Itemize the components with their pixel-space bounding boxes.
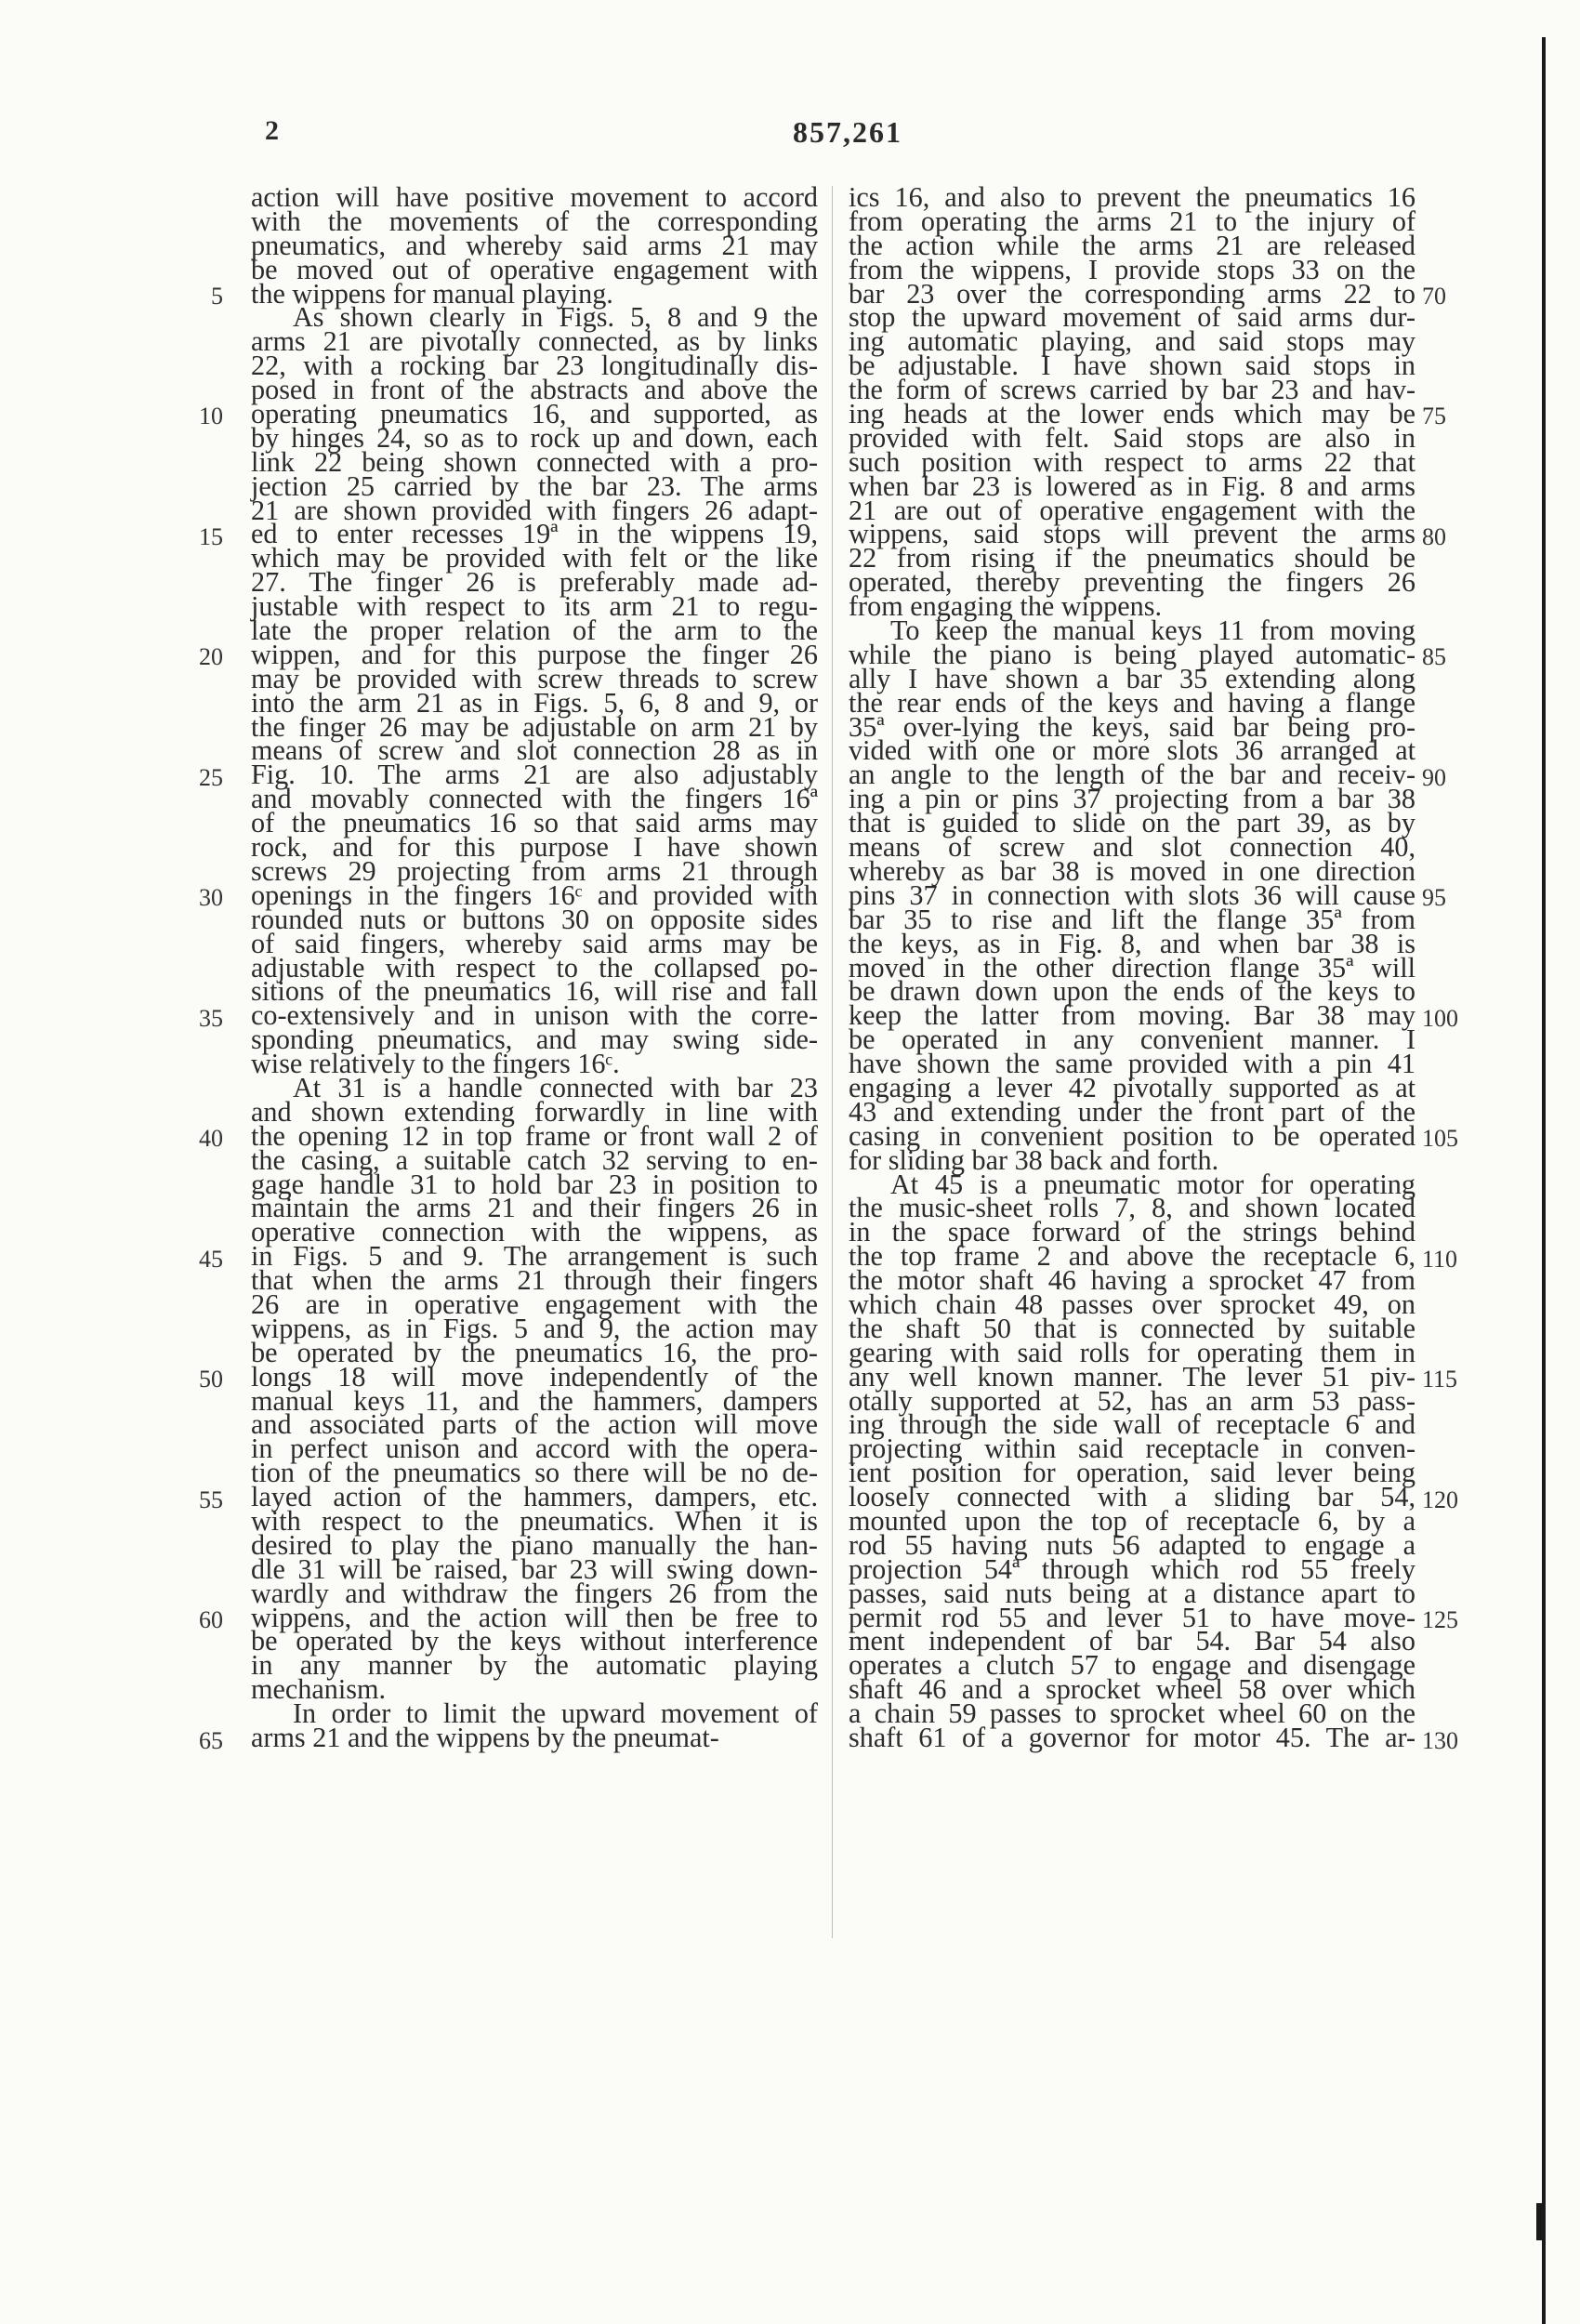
text-line: engaging a lever 42 pivotally supported as at bbox=[849, 1071, 1415, 1103]
right-column bbox=[849, 181, 1415, 1753]
line-number: 70 bbox=[1422, 282, 1446, 310]
text-line: the motor shaft 46 having a sprocket 47 from bbox=[849, 1264, 1415, 1297]
text-line: that is guided to slide on the part 39, as by bbox=[849, 807, 1415, 839]
text-line: operated, thereby preventing the fingers 26 bbox=[849, 566, 1415, 599]
text-line: may be provided with screw threads to screw bbox=[251, 662, 818, 694]
text-line: that when the arms 21 through their fingers bbox=[251, 1264, 818, 1297]
text-line: late the proper relation of the arm to the bbox=[251, 614, 818, 647]
text-line: In order to limit the upward movement of bbox=[293, 1697, 818, 1730]
text-line: screws 29 projecting from arms 21 through bbox=[251, 854, 818, 887]
text-line: ment independent of bar 54. Bar 54 also bbox=[849, 1625, 1415, 1657]
text-line: with the movements of the corresponding bbox=[251, 205, 818, 237]
text-line: sponding pneumatics, and may swing side- bbox=[251, 1023, 818, 1056]
text-line: the opening 12 in top frame or front wall 2 of bbox=[251, 1119, 818, 1152]
text-line: projection 54ª through which rod 55 freely bbox=[849, 1552, 1415, 1585]
text-line: 21 are out of operative engagement with the bbox=[849, 494, 1415, 526]
line-number: 130 bbox=[1422, 1726, 1458, 1754]
left-column bbox=[251, 181, 818, 1753]
text-line: 22, with a rocking bar 23 longitudinally dis- bbox=[251, 350, 818, 382]
text-line: in the space forward of the strings behind bbox=[849, 1216, 1415, 1248]
text-line: 21 are shown provided with fingers 26 adapt- bbox=[251, 494, 818, 526]
text-line: rounded nuts or buttons 30 on opposite sides bbox=[251, 903, 818, 935]
line-number: 115 bbox=[1422, 1366, 1458, 1393]
text-line: the top frame 2 and above the receptacle 6, bbox=[849, 1240, 1415, 1273]
line-number: 40 bbox=[199, 1125, 223, 1153]
text-line: bar 23 over the corresponding arms 22 to bbox=[849, 277, 1415, 310]
text-line: the rear ends of the keys and having a flange bbox=[849, 686, 1415, 719]
text-line: wippens, said stops will prevent the arms bbox=[849, 518, 1415, 550]
text-line: rod 55 having nuts 56 adapted to engage a bbox=[849, 1528, 1415, 1561]
text-line: be operated in any convenient manner. I bbox=[849, 1023, 1415, 1056]
text-line: loosely connected with a sliding bar 54, bbox=[849, 1481, 1415, 1513]
text-line: while the piano is being played automatic- bbox=[849, 638, 1415, 670]
text-line: in any manner by the automatic playing bbox=[251, 1649, 818, 1682]
text-line: of the pneumatics 16 so that said arms may bbox=[251, 807, 818, 839]
text-line: ient position for operation, said lever being bbox=[849, 1457, 1415, 1489]
text-line: link 22 being shown connected with a pro- bbox=[251, 445, 818, 478]
text-line: and movably connected with the fingers 16ª bbox=[251, 783, 818, 815]
text-line: permit rod 55 and lever 51 to have move- bbox=[849, 1601, 1415, 1633]
text-line: ing automatic playing, and said stops may bbox=[849, 325, 1415, 358]
text-line: wise relatively to the fingers 16ᶜ. bbox=[251, 1048, 620, 1080]
text-line: from the wippens, I provide stops 33 on the bbox=[849, 253, 1415, 285]
text-line: be operated by the pneumatics 16, the pro- bbox=[251, 1336, 818, 1368]
page-number: 2 bbox=[265, 115, 280, 146]
text-line: any well known manner. The lever 51 piv- bbox=[849, 1360, 1415, 1393]
text-line: the form of screws carried by bar 23 and hav- bbox=[849, 374, 1415, 406]
text-line: with respect to the pneumatics. When it is bbox=[251, 1504, 818, 1537]
line-number: 65 bbox=[199, 1726, 223, 1754]
line-number: 90 bbox=[1422, 763, 1446, 791]
text-line: such position with respect to arms 22 that bbox=[849, 445, 1415, 478]
text-line: passes, said nuts being at a distance apart to bbox=[849, 1577, 1415, 1609]
text-line: casing in convenient position to be operated bbox=[849, 1119, 1415, 1152]
text-line: 22 from rising if the pneumatics should be bbox=[849, 542, 1415, 574]
text-line: the keys, as in Fig. 8, and when bar 38 is bbox=[849, 927, 1415, 959]
text-line: into the arm 21 as in Figs. 5, 6, 8 and 9, or bbox=[251, 686, 818, 719]
line-number: 85 bbox=[1422, 643, 1446, 671]
text-line: mounted upon the top of receptacle 6, by a bbox=[849, 1504, 1415, 1537]
line-number: 20 bbox=[199, 643, 223, 671]
text-line: moved in the other direction flange 35ª will bbox=[849, 951, 1415, 984]
text-line: openings in the fingers 16ᶜ and provided with bbox=[251, 878, 818, 911]
text-line: for sliding bar 38 back and forth. bbox=[849, 1143, 1219, 1176]
text-line: 26 are in operative engagement with the bbox=[251, 1287, 818, 1320]
text-line: an angle to the length of the bar and receiv- bbox=[849, 759, 1415, 791]
line-number: 50 bbox=[199, 1366, 223, 1393]
text-line: in Figs. 5 and 9. The arrangement is such bbox=[251, 1240, 818, 1273]
line-number: 30 bbox=[199, 884, 223, 912]
text-line: justable with respect to its arm 21 to regu- bbox=[251, 590, 818, 623]
text-line: pneumatics, and whereby said arms 21 may bbox=[251, 229, 818, 261]
line-number: 95 bbox=[1422, 884, 1446, 912]
line-number: 80 bbox=[1422, 522, 1446, 550]
text-line: provided with felt. Said stops are also in bbox=[849, 421, 1415, 454]
text-line: bar 35 to rise and lift the flange 35ª from bbox=[849, 903, 1415, 935]
text-line: operates a clutch 57 to engage and disengage bbox=[849, 1649, 1415, 1682]
text-line: arms 21 are pivotally connected, as by links bbox=[251, 325, 818, 358]
text-line: means of screw and slot connection 40, bbox=[849, 831, 1415, 864]
text-line: the shaft 50 that is connected by suitable bbox=[849, 1312, 1415, 1344]
line-number: 105 bbox=[1422, 1125, 1458, 1153]
text-line: pins 37 in connection with slots 36 will cause bbox=[849, 878, 1415, 911]
text-line: means of screw and slot connection 28 as in bbox=[251, 734, 818, 767]
text-line: have shown the same provided with a pin 41 bbox=[849, 1048, 1415, 1080]
text-line: projecting within said receptacle in conven- bbox=[849, 1433, 1415, 1465]
line-number: 35 bbox=[199, 1004, 223, 1032]
text-line: To keep the manual keys 11 from moving bbox=[890, 614, 1415, 647]
text-line: ed to enter recesses 19ª in the wippens 19, bbox=[251, 518, 818, 550]
text-line: a chain 59 passes to sprocket wheel 60 on the bbox=[849, 1697, 1415, 1730]
line-number: 10 bbox=[199, 403, 223, 430]
line-number: 125 bbox=[1422, 1606, 1458, 1634]
text-line: the casing, a suitable catch 32 serving to en- bbox=[251, 1143, 818, 1176]
text-line: from engaging the wippens. bbox=[849, 590, 1163, 623]
text-line: which chain 48 passes over sprocket 49, on bbox=[849, 1287, 1415, 1320]
text-line: the wippens for manual playing. bbox=[251, 277, 613, 310]
text-line: of said fingers, whereby said arms may be bbox=[251, 927, 818, 959]
text-line: and shown extending forwardly in line with bbox=[251, 1095, 818, 1128]
text-line: the action while the arms 21 are released bbox=[849, 229, 1415, 261]
text-line: At 45 is a pneumatic motor for operating bbox=[890, 1168, 1415, 1200]
text-line: sitions of the pneumatics 16, will rise and fall bbox=[251, 975, 818, 1008]
text-line: and associated parts of the action will move bbox=[251, 1408, 818, 1441]
text-line: which may be provided with felt or the like bbox=[251, 542, 818, 574]
text-line: ally I have shown a bar 35 extending along bbox=[849, 662, 1415, 694]
text-line: in perfect unison and accord with the opera- bbox=[251, 1433, 818, 1465]
text-line: the finger 26 may be adjustable on arm 21 by bbox=[251, 710, 818, 743]
text-line: otally supported at 52, has an arm 53 pass- bbox=[849, 1384, 1415, 1417]
text-line: operating pneumatics 16, and supported, as bbox=[251, 398, 818, 430]
text-line: dle 31 will be raised, bar 23 will swing down- bbox=[251, 1552, 818, 1585]
text-line: adjustable with respect to the collapsed po- bbox=[251, 951, 818, 984]
page-edge-mark bbox=[1536, 2203, 1546, 2240]
text-line: As shown clearly in Figs. 5, 8 and 9 the bbox=[293, 301, 818, 334]
line-number: 55 bbox=[199, 1486, 223, 1513]
line-number: 15 bbox=[199, 522, 223, 550]
text-line: maintain the arms 21 and their fingers 26 in bbox=[251, 1192, 818, 1224]
column-divider bbox=[832, 186, 833, 1938]
text-line: manual keys 11, and the hammers, dampers bbox=[251, 1384, 818, 1417]
text-line: stop the upward movement of said arms dur- bbox=[849, 301, 1415, 334]
text-line: rock, and for this purpose I have shown bbox=[251, 831, 818, 864]
line-number: 45 bbox=[199, 1245, 223, 1273]
text-line: when bar 23 is lowered as in Fig. 8 and arms bbox=[849, 469, 1415, 502]
text-line: keep the latter from moving. Bar 38 may bbox=[849, 999, 1415, 1032]
text-line: tion of the pneumatics so there will be no de- bbox=[251, 1457, 818, 1489]
text-line: longs 18 will move independently of the bbox=[251, 1360, 818, 1393]
line-number: 75 bbox=[1422, 403, 1446, 430]
line-number: 60 bbox=[199, 1606, 223, 1634]
text-line: layed action of the hammers, dampers, etc. bbox=[251, 1481, 818, 1513]
text-line: arms 21 and the wippens by the pneumat- bbox=[251, 1722, 719, 1753]
text-line: operative connection with the wippens, as bbox=[251, 1216, 818, 1248]
line-number: 25 bbox=[199, 763, 223, 791]
text-line: 35ª over-lying the keys, said bar being pro- bbox=[849, 710, 1415, 743]
text-line: action will have positive movement to accord bbox=[251, 181, 818, 213]
text-line: shaft 61 of a governor for motor 45. The ar- bbox=[849, 1722, 1415, 1753]
text-line: ing through the side wall of receptacle 6 and bbox=[849, 1408, 1415, 1441]
text-line: vided with one or more slots 36 arranged at bbox=[849, 734, 1415, 767]
text-line: by hinges 24, so as to rock up and down, each bbox=[251, 421, 818, 454]
line-number: 120 bbox=[1422, 1486, 1458, 1513]
line-number: 110 bbox=[1422, 1245, 1458, 1273]
line-number: 100 bbox=[1422, 1004, 1458, 1032]
text-line: from operating the arms 21 to the injury of bbox=[849, 205, 1415, 237]
text-line: the music-sheet rolls 7, 8, and shown located bbox=[849, 1192, 1415, 1224]
text-line: wippens, and the action will then be free to bbox=[251, 1601, 818, 1633]
page-edge-rule bbox=[1542, 37, 1546, 2324]
text-line: posed in front of the abstracts and above the bbox=[251, 374, 818, 406]
patent-number: 857,261 bbox=[793, 115, 902, 149]
text-line: wippen, and for this purpose the finger 26 bbox=[251, 638, 818, 670]
text-line: ing heads at the lower ends which may be bbox=[849, 398, 1415, 430]
text-line: gage handle 31 to hold bar 23 in position to bbox=[251, 1168, 818, 1200]
text-line: co-extensively and in unison with the corre- bbox=[251, 999, 818, 1032]
line-number: 5 bbox=[211, 282, 223, 310]
text-line: At 31 is a handle connected with bar 23 bbox=[293, 1071, 818, 1103]
text-line: be adjustable. I have shown said stops in bbox=[849, 350, 1415, 382]
text-line: whereby as bar 38 is moved in one direction bbox=[849, 854, 1415, 887]
text-line: jection 25 carried by the bar 23. The arms bbox=[251, 469, 818, 502]
text-line: be operated by the keys without interference bbox=[251, 1625, 818, 1657]
text-line: 27. The finger 26 is preferably made ad- bbox=[251, 566, 818, 599]
text-line: shaft 46 and a sprocket wheel 58 over which bbox=[849, 1673, 1415, 1706]
text-line: gearing with said rolls for operating them in bbox=[849, 1336, 1415, 1368]
text-line: desired to play the piano manually the han- bbox=[251, 1528, 818, 1561]
text-line: 43 and extending under the front part of the bbox=[849, 1095, 1415, 1128]
text-line: ing a pin or pins 37 projecting from a bar 38 bbox=[849, 783, 1415, 815]
text-line: wardly and withdraw the fingers 26 from the bbox=[251, 1577, 818, 1609]
text-line: mechanism. bbox=[251, 1673, 387, 1706]
text-line: ics 16, and also to prevent the pneumatics 16 bbox=[849, 181, 1415, 213]
text-line: Fig. 10. The arms 21 are also adjustably bbox=[251, 759, 818, 791]
text-line: wippens, as in Figs. 5 and 9, the action may bbox=[251, 1312, 818, 1344]
text-line: be moved out of operative engagement with bbox=[251, 253, 818, 285]
text-line: be drawn down upon the ends of the keys to bbox=[849, 975, 1415, 1008]
